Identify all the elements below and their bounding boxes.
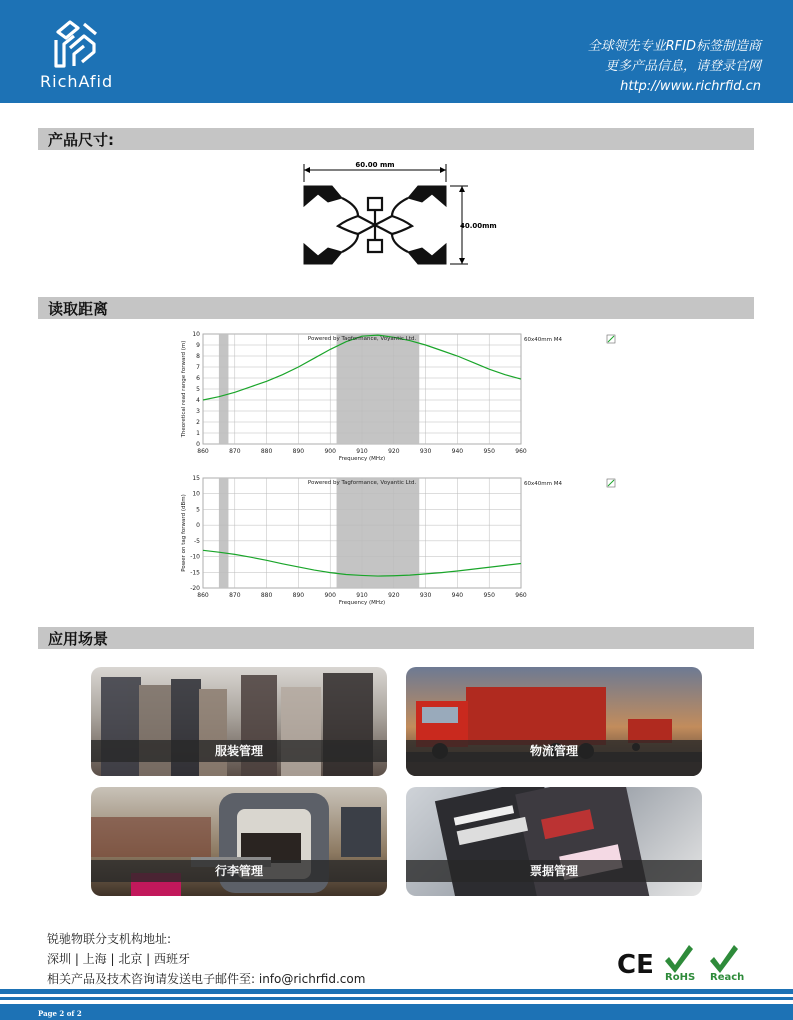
x-tick-label: 870	[229, 448, 241, 455]
footer-stripe-1	[0, 989, 793, 994]
x-tick-label: 950	[483, 592, 495, 599]
x-tick-label: 900	[324, 448, 336, 455]
app-label-clothing: 服装管理	[91, 740, 387, 762]
app-label-baggage: 行李管理	[91, 860, 387, 882]
y-tick-label: 0	[196, 441, 200, 448]
app-label-logistics: 物流管理	[406, 740, 702, 762]
reach-label: Reach	[710, 972, 745, 983]
y-tick-label: 1	[196, 430, 200, 437]
richafid-logo-icon	[50, 18, 102, 70]
x-tick-label: 890	[292, 448, 305, 455]
y-tick-label: 3	[196, 408, 200, 415]
section-range-bar	[38, 297, 754, 319]
power-on-tag-chart	[170, 470, 630, 620]
frequency-band-shade	[219, 478, 229, 588]
x-tick-label: 960	[515, 448, 527, 455]
section-size-title: 产品尺寸:	[48, 131, 114, 149]
chart-svg	[170, 326, 630, 476]
y-axis-label: Theoretical read range forward (m)	[181, 340, 187, 438]
x-tick-label: 900	[324, 592, 336, 599]
certification-logos	[617, 943, 752, 983]
x-tick-label: 920	[388, 592, 400, 599]
app-card-clothing[interactable]	[91, 667, 387, 776]
y-tick-label: 8	[196, 353, 200, 360]
x-tick-label: 930	[419, 448, 432, 455]
tagline-2: 更多产品信息，请登录官网	[604, 59, 761, 74]
page-number: Page 2 of 2	[38, 1009, 82, 1018]
x-tick-label: 940	[451, 448, 464, 455]
legend-entry: 60x40mm M4	[524, 481, 562, 487]
y-tick-label: 10	[192, 490, 200, 498]
y-tick-label: -5	[194, 537, 200, 545]
section-size-bar	[38, 128, 754, 150]
y-tick-label: 2	[196, 419, 200, 426]
app-card-tickets[interactable]	[406, 787, 702, 896]
app-card-logistics[interactable]	[406, 667, 702, 776]
y-axis-label: Power on tag forward (dBm)	[181, 494, 187, 572]
y-tick-label: -10	[190, 553, 200, 561]
y-tick-label: -15	[190, 569, 200, 577]
footer-branches: 深圳 | 上海 | 北京 | 西班牙	[47, 952, 191, 966]
footer-email[interactable]: 相关产品及技术咨询请发送电子邮件至: info@richrfid.com	[47, 972, 366, 986]
chart-svg	[170, 470, 630, 620]
x-tick-label: 860	[197, 448, 209, 455]
y-tick-label: 9	[196, 342, 200, 349]
y-tick-label: 7	[196, 364, 200, 371]
x-tick-label: 920	[388, 448, 400, 455]
read-range-chart	[170, 326, 630, 476]
app-card-baggage[interactable]	[91, 787, 387, 896]
x-axis-label: Frequency (MHz)	[338, 456, 386, 462]
app-label-tickets: 票据管理	[406, 860, 702, 882]
y-tick-label: 5	[196, 506, 200, 514]
footer-band	[0, 1004, 793, 1020]
x-tick-label: 870	[229, 592, 241, 599]
y-tick-label: -20	[190, 585, 200, 592]
footer-branches-title: 锐驰物联分支机构地址:	[47, 932, 172, 946]
frequency-band-shade	[337, 478, 420, 588]
tagline-1: 全球领先专业RFID标签制造商	[587, 39, 761, 54]
section-applications-bar	[38, 627, 754, 649]
y-tick-label: 6	[196, 375, 200, 382]
x-tick-label: 890	[292, 592, 305, 599]
footer-contact	[47, 929, 365, 989]
x-tick-label: 860	[197, 592, 209, 599]
legend-entry: 60x40mm M4	[524, 337, 562, 343]
y-tick-label: 10	[192, 331, 200, 338]
x-tick-label: 960	[515, 592, 527, 599]
brand-name: RichAfid	[40, 72, 114, 91]
tag-dimension-drawing	[298, 160, 518, 270]
rohs-check-icon	[665, 945, 693, 973]
height-label: 40.00mm	[460, 222, 497, 230]
chart-title: Powered by Tagformance, Voyantic Ltd.	[307, 480, 417, 486]
x-tick-label: 930	[419, 592, 432, 599]
width-label: 60.00 mm	[355, 161, 395, 169]
y-tick-label: 5	[196, 386, 200, 393]
y-tick-label: 0	[196, 522, 200, 530]
ce-mark-icon: CE	[617, 950, 654, 980]
header-tagline	[588, 37, 761, 97]
website-link[interactable]: http://www.richrfid.cn	[620, 79, 761, 94]
y-tick-label: 15	[192, 475, 200, 482]
chart-title: Powered by Tagformance, Voyantic Ltd.	[307, 336, 417, 342]
x-axis-label: Frequency (MHz)	[338, 600, 386, 606]
x-tick-label: 950	[483, 448, 495, 455]
x-tick-label: 910	[356, 592, 368, 599]
x-tick-label: 880	[260, 448, 273, 455]
reach-check-icon	[710, 945, 738, 973]
y-tick-label: 4	[196, 397, 200, 404]
x-tick-label: 910	[356, 448, 368, 455]
x-tick-label: 940	[451, 592, 464, 599]
page-header	[0, 0, 793, 103]
rohs-label: RoHS	[665, 972, 696, 983]
x-tick-label: 880	[260, 592, 273, 599]
section-range-title: 读取距离	[48, 300, 109, 318]
section-applications-title: 应用场景	[48, 630, 109, 648]
footer-stripe-2	[0, 997, 793, 1000]
